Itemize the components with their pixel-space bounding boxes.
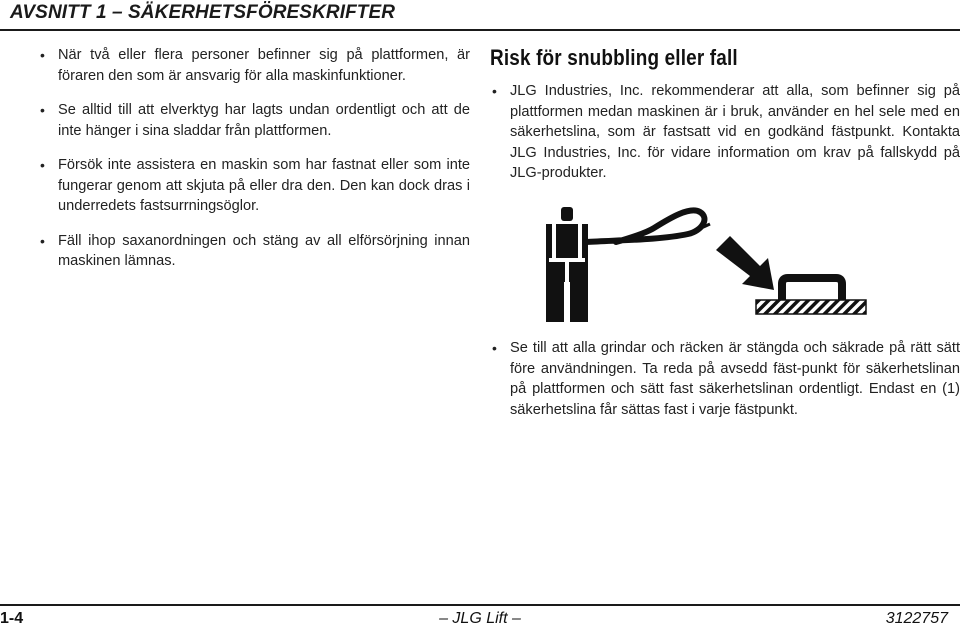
list-item-text: Försök inte assistera en maskin som har fastnat eller som inte fungerar genom att skjuta på eller dra den. Den kan dock dras i underredets fastsurrningsöglor. xyxy=(58,157,470,214)
left-bullet-list xyxy=(38,45,470,272)
list-item-text: Se till att alla grindar och räcken är stängda och säkrade på rätt sätt före användningen. Ta reda på avsedd fäst-punkt för säkerhetslinan på plattformen och sätt fast säkerhetslinan ordentligt. Endast en (1) säkerhetslina får sättas fast i varje fästpunkt. xyxy=(510,340,960,418)
harness-person-icon xyxy=(546,207,588,322)
list-item xyxy=(38,155,470,217)
footer-rule xyxy=(0,604,960,606)
bullet-dot: • xyxy=(492,340,497,356)
right-lower-bullet-list xyxy=(492,338,960,420)
fall-protection-svg xyxy=(530,200,880,330)
right-column xyxy=(490,45,960,198)
left-column xyxy=(38,45,470,286)
right-lower-section xyxy=(492,338,960,434)
list-item xyxy=(490,338,960,420)
arrow-icon xyxy=(716,236,774,290)
list-item xyxy=(38,45,470,86)
footer-publisher: – JLG Lift – xyxy=(439,610,521,627)
list-item xyxy=(38,231,470,272)
page-number: 1-4 xyxy=(0,610,24,627)
bullet-dot: • xyxy=(40,102,45,118)
header-rule xyxy=(0,29,960,31)
bullet-dot: • xyxy=(40,232,45,249)
page-header xyxy=(0,0,960,28)
fall-protection-illustration xyxy=(530,200,880,330)
bullet-dot: • xyxy=(40,47,45,63)
list-item xyxy=(38,100,470,141)
list-item-text: Se alltid till att elverktyg har lagts undan ordentligt och att de inte hänger i sina sladdar från plattformen. xyxy=(58,102,470,139)
list-item-text: När två eller flera personer befinner sig på plattformen, är föraren den som är ansvarig för alla maskinfunktioner. xyxy=(58,47,470,84)
document-number: 3122757 xyxy=(885,610,948,627)
list-item-text: JLG Industries, Inc. rekommenderar att alla, som befinner sig på plattformen medan maskinen är i bruk, använder en hel sele med en säkerhetslina, som är fastsatt vid en godkänd fästpunkt. Kontakta JLG Industries, Inc. för vidare information om krav på fallskydd på JLG-produkter. xyxy=(510,83,960,181)
section-heading: Risk för snubbling eller fall xyxy=(490,45,738,70)
section-title: AVSNITT 1 – SÄKERHETSFÖRESKRIFTER xyxy=(10,2,396,23)
right-bullet-list xyxy=(492,81,960,184)
lanyard-icon xyxy=(586,210,710,242)
list-item-text: Fäll ihop saxanordningen och stäng av all elförsörjning innan maskinen lämnas. xyxy=(58,232,470,269)
list-item xyxy=(490,81,960,184)
bullet-dot: • xyxy=(40,157,45,173)
bullet-dot: • xyxy=(492,83,497,99)
